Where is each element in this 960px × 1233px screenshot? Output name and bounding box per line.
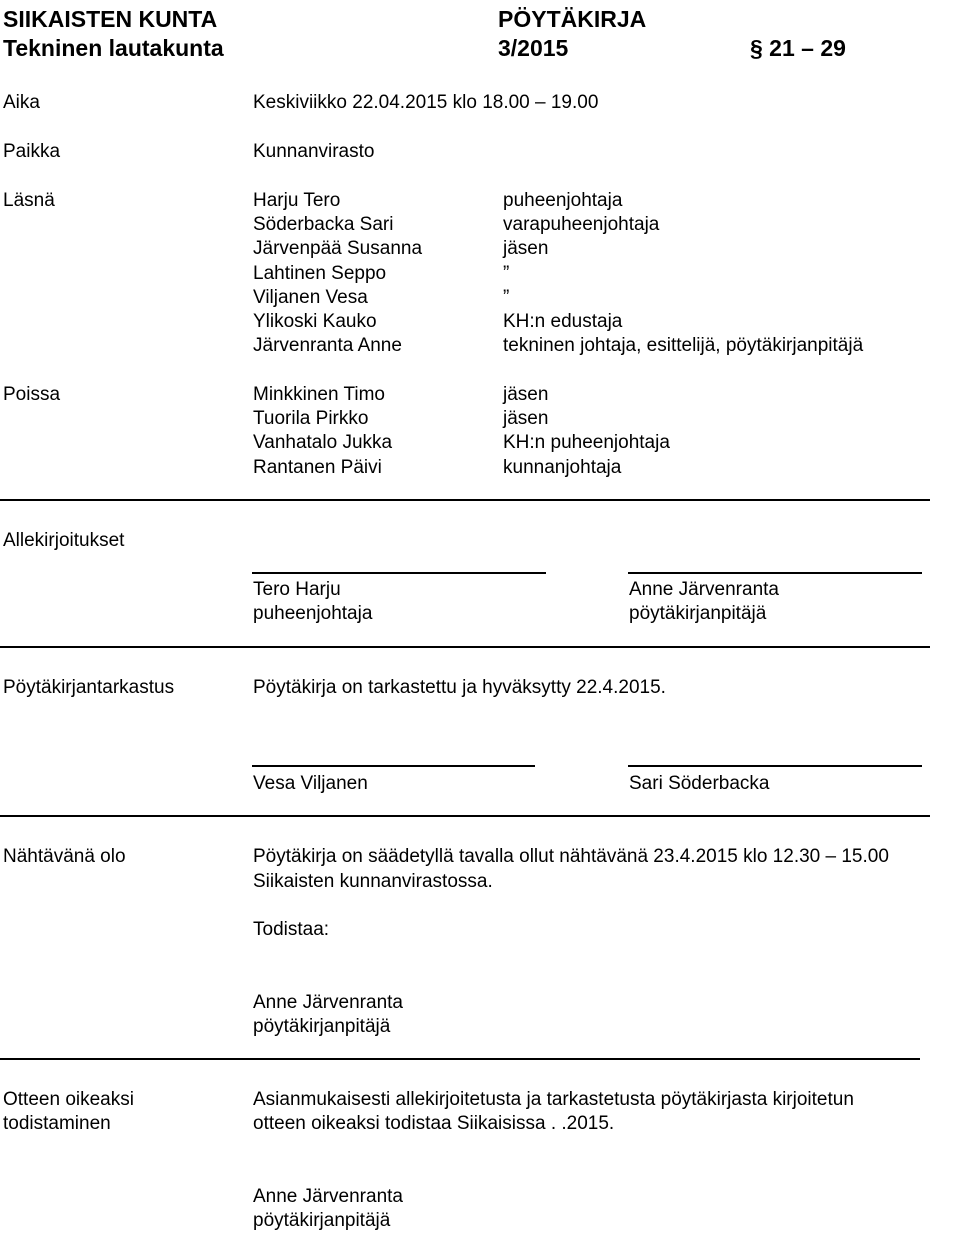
chair-role: puheenjohtaja [253,603,373,624]
secretary-name: Anne Järvenranta [629,579,779,600]
place-value: Kunnanvirasto [253,141,375,162]
copy-label: todistaminen [3,1113,111,1134]
present-label: Läsnä [3,190,55,211]
present-role: ” [503,287,510,308]
absent-role: kunnanjohtaja [503,457,622,478]
absent-role: jäsen [503,408,549,429]
present-name: Lahtinen Seppo [253,263,387,284]
section-divider [0,815,930,817]
display-label: Nähtävänä olo [3,846,126,867]
copy-signer-name: Anne Järvenranta [253,1186,403,1207]
absent-label: Poissa [3,384,61,405]
secretary-role: pöytäkirjanpitäjä [629,603,767,624]
copy-label: Otteen oikeaksi [3,1089,134,1110]
display-signer-role: pöytäkirjanpitäjä [253,1016,391,1037]
reviewer-name: Vesa Viljanen [253,773,368,794]
doc-type: PÖYTÄKIRJA [498,6,647,32]
absent-role: KH:n puheenjohtaja [503,432,670,453]
copy-text: otteen oikeaksi todistaa Siikaisissa . .2015. [253,1113,615,1134]
chair-name: Tero Harju [253,579,341,600]
present-name: Ylikoski Kauko [253,311,377,332]
copy-text: Asianmukaisesti allekirjoitetusta ja tarkastetusta pöytäkirjasta kirjoitetun [253,1089,854,1110]
present-role: jäsen [503,238,549,259]
absent-name: Vanhatalo Jukka [253,432,393,453]
signature-line [252,572,546,574]
present-role: KH:n edustaja [503,311,623,332]
signature-line [628,765,922,767]
absent-name: Rantanen Päivi [253,457,382,478]
present-role: varapuheenjohtaja [503,214,660,235]
present-role: ” [503,263,510,284]
meeting-number: 3/2015 [498,35,569,61]
section-divider [0,646,930,648]
copy-signer-role: pöytäkirjanpitäjä [253,1210,391,1231]
display-text: Pöytäkirja on säädetyllä tavalla ollut nähtävänä 23.4.2015 klo 12.30 – 15.00 [253,846,889,867]
present-name: Viljanen Vesa [253,287,368,308]
time-label: Aika [3,92,40,113]
absent-name: Minkkinen Timo [253,384,385,405]
absent-name: Tuorila Pirkko [253,408,369,429]
signature-line [628,572,922,574]
committee-name: Tekninen lautakunta [3,35,224,61]
time-value: Keskiviikko 22.04.2015 klo 18.00 – 19.00 [253,92,599,113]
section-divider [0,1058,920,1060]
place-label: Paikka [3,141,61,162]
org-name: SIIKAISTEN KUNTA [3,6,218,32]
display-text: Siikaisten kunnanvirastossa. [253,871,493,892]
present-name: Järvenpää Susanna [253,238,423,259]
display-signer-name: Anne Järvenranta [253,992,403,1013]
section-range: § 21 – 29 [750,35,846,61]
present-name: Söderbacka Sari [253,214,394,235]
present-role: puheenjohtaja [503,190,623,211]
present-role: tekninen johtaja, esittelijä, pöytäkirjanpitäjä [503,335,864,356]
review-text: Pöytäkirja on tarkastettu ja hyväksytty 22.4.2015. [253,677,666,698]
absent-role: jäsen [503,384,549,405]
review-label: Pöytäkirjantarkastus [3,677,175,698]
section-divider [0,499,930,501]
attest-label: Todistaa: [253,919,330,940]
present-name: Järvenranta Anne [253,335,402,356]
present-name: Harju Tero [253,190,341,211]
reviewer-name: Sari Söderbacka [629,773,770,794]
signature-line [252,765,535,767]
signatures-label: Allekirjoitukset [3,530,125,551]
